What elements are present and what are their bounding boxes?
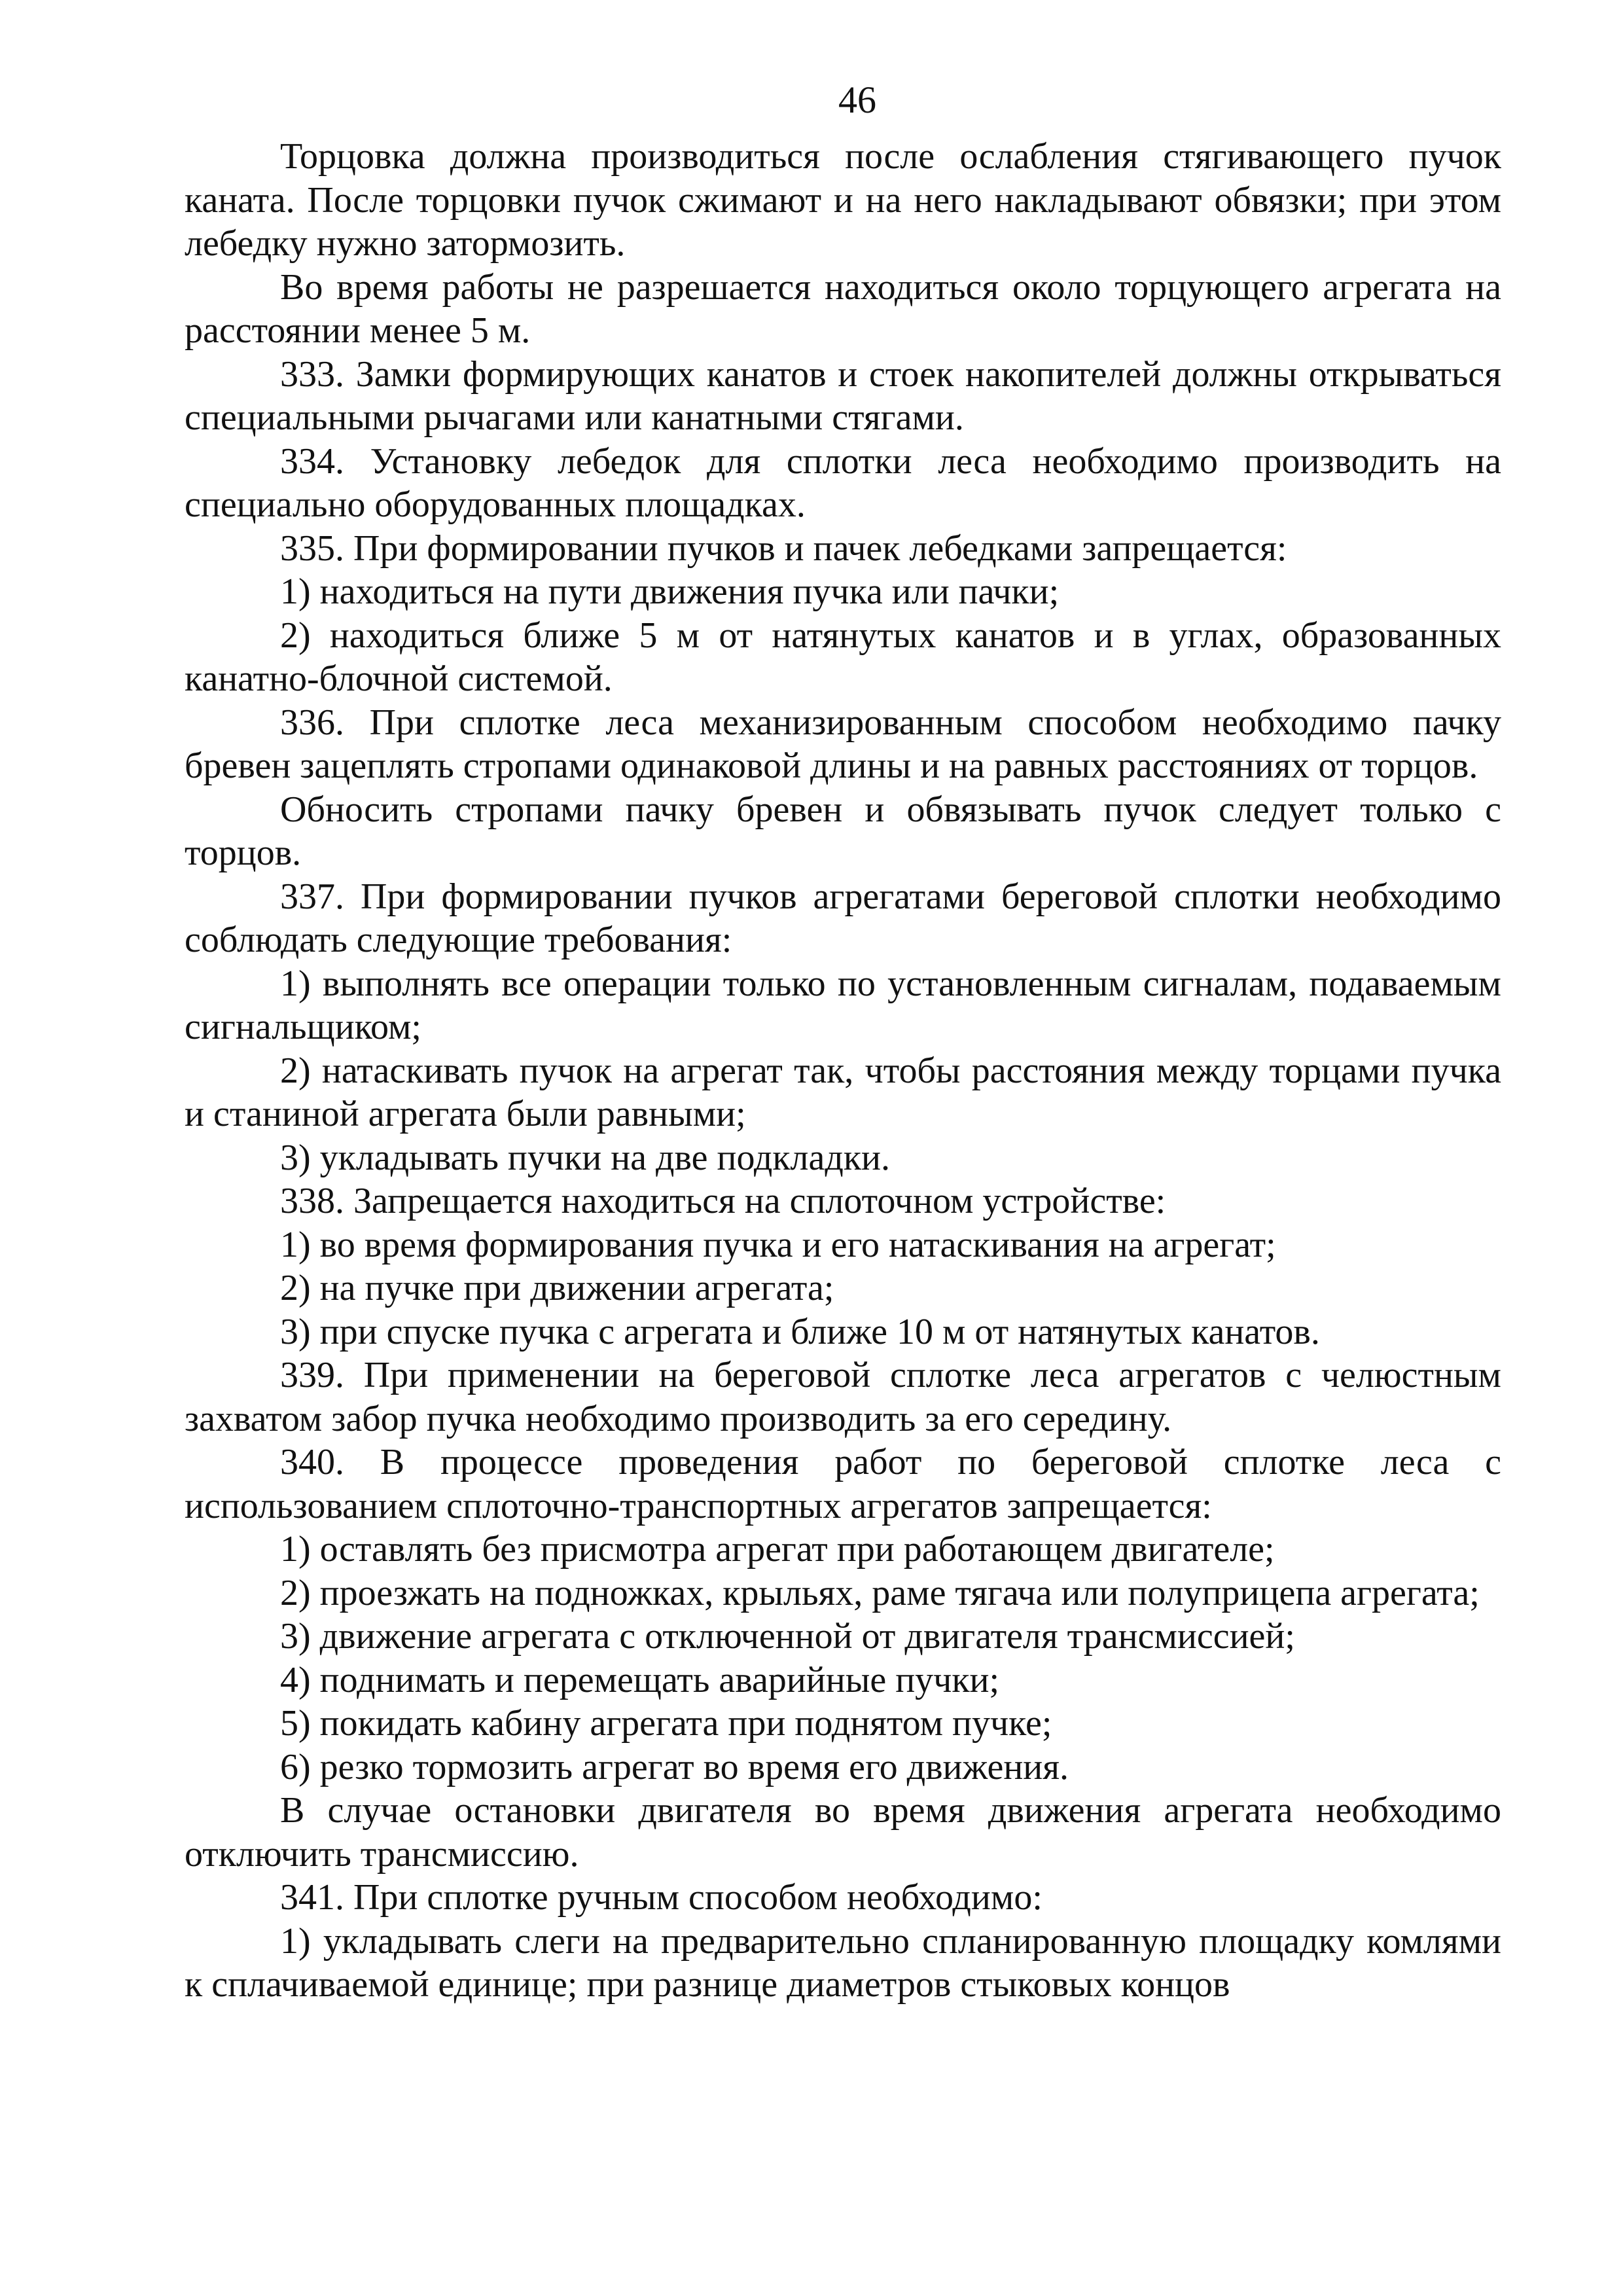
paragraph-340-item-2: 2) проезжать на подножках, крыльях, раме тягача или полуприцепа агрегата; (280, 1572, 1480, 1613)
paragraph-337-item-3: 3) укладывать пучки на две подкладки. (280, 1137, 891, 1178)
paragraph-335: 335. При формировании пучков и пачек лебедками запрещается: (280, 528, 1287, 569)
paragraph-338-item-2: 2) на пучке при движении агрегата; (280, 1268, 834, 1308)
paragraph-337-item-1: 1) выполнять все операции только по установленным сигналам, подаваемым сигнальщиком; (185, 963, 1501, 1047)
paragraph-340-item-3: 3) движение агрегата с отключенной от двигателя трансмиссией; (280, 1616, 1295, 1657)
paragraph-336-note: Обносить стропами пачку бревен и обвязывать пучок следует только с торцов. (185, 789, 1501, 873)
paragraph-334: 334. Установку лебедок для сплотки леса необходимо производить на специально оборудованных площадках. (185, 440, 1501, 525)
paragraph-335-item-1: 1) находиться на пути движения пучка или пачки; (280, 571, 1060, 612)
paragraph-335-item-2: 2) находиться ближе 5 м от натянутых канатов и в углах, образованных канатно-блочной системой. (185, 615, 1501, 699)
paragraph-337: 337. При формировании пучков агрегатами береговой сплотки необходимо соблюдать следующие требования: (185, 876, 1501, 960)
paragraph-distance-5m: Во время работы не разрешается находиться около торцующего агрегата на расстоянии менее 5 м. (185, 266, 1501, 351)
paragraph-339: 339. При применении на береговой сплотке леса агрегатов с челюстным захватом забор пучка необходимо производить за его середину. (185, 1355, 1501, 1439)
paragraph-333: 333. Замки формирующих канатов и стоек накопителей должны открываться специальными рычагами или канатными стягами. (185, 353, 1501, 438)
page-number: 46 (838, 79, 876, 121)
paragraph-engine-stop: В случае остановки двигателя во время движения агрегата необходимо отключить трансмиссию. (185, 1790, 1501, 1874)
paragraph-340-item-4: 4) поднимать и перемещать аварийные пучки; (280, 1659, 1000, 1700)
paragraph-338: 338. Запрещается находиться на сплоточном устройстве: (280, 1181, 1166, 1221)
paragraph-340: 340. В процессе проведения работ по береговой сплотке леса с использованием сплоточно-транспортных агрегатов запрещается: (185, 1442, 1501, 1526)
paragraph-336: 336. При сплотке леса механизированным способом необходимо пачку бревен зацеплять стропами одинаковой длины и на равных расстояниях от торцов. (185, 702, 1501, 786)
paragraph-340-item-5: 5) покидать кабину агрегата при поднятом пучке; (280, 1703, 1052, 1744)
paragraph-torcovka: Торцовка должна производиться после ослабления стягивающего пучок каната. После торцовки пучок сжимают и на него накладывают обвязки; при этом лебедку нужно затормозить. (185, 136, 1501, 264)
document-body (185, 135, 1501, 2007)
paragraph-338-item-1: 1) во время формирования пучка и его натаскивания на агрегат; (280, 1224, 1276, 1265)
paragraph-341-item-1: 1) укладывать слеги на предварительно спланированную площадку комлями к сплачиваемой единице; при разнице диаметров стыковых концов (185, 1920, 1501, 2005)
paragraph-338-item-3: 3) при спуске пучка с агрегата и ближе 10 м от натянутых канатов. (280, 1311, 1320, 1352)
paragraph-340-item-1: 1) оставлять без присмотра агрегат при работающем двигателе; (280, 1529, 1275, 1570)
paragraph-340-item-6: 6) резко тормозить агрегат во время его движения. (280, 1746, 1069, 1787)
paragraph-337-item-2: 2) натаскивать пучок на агрегат так, чтобы расстояния между торцами пучка и станиной агрегата были равными; (185, 1050, 1501, 1134)
paragraph-341: 341. При сплотке ручным способом необходимо: (280, 1877, 1043, 1918)
